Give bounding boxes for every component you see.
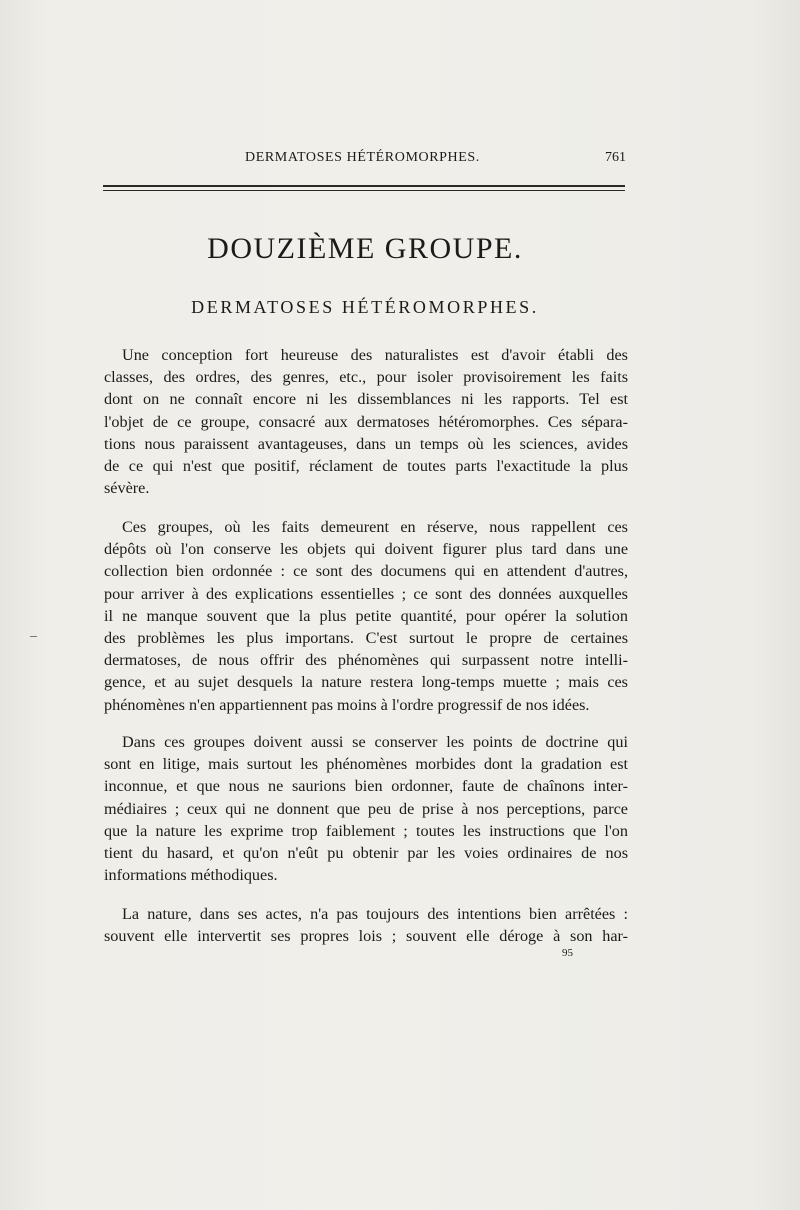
text-line: Dans ces groupes doivent aussi se conserver les points de doctrine qui	[122, 733, 628, 751]
text-line: tions nous paraissent avantageuses, dans un temps où les sciences, avides	[104, 434, 628, 453]
text-line: médiaires ; ceux qui ne donnent que peu de prise à nos perceptions, parce	[104, 799, 628, 818]
group-title: DOUZIÈME GROUPE.	[207, 232, 523, 265]
text-line: sévère.	[104, 479, 150, 498]
header-rule-thin	[103, 190, 625, 191]
text-line: Ces groupes, où les faits demeurent en réserve, nous rappellent ces	[122, 518, 628, 536]
paragraph-1	[104, 344, 628, 499]
header-rule-thick	[103, 185, 625, 187]
text-line: sont en litige, mais surtout les phénomènes morbides dont la gradation est	[104, 755, 628, 774]
text-line: de ce qui n'est que positif, réclament de toutes parts l'exactitude la plus	[104, 457, 628, 476]
margin-mark	[30, 636, 37, 637]
text-line: La nature, dans ses actes, n'a pas toujours des intentions bien arrêtées :	[122, 905, 628, 923]
section-subtitle: DERMATOSES HÉTÉROMORPHES.	[191, 297, 539, 317]
text-line: collection bien ordonnée : ce sont des documens qui en attendent d'autres,	[104, 562, 628, 581]
text-line: classes, des ordres, des genres, etc., pour isoler provisoirement les faits	[104, 368, 628, 387]
text-line: dépôts où l'on conserve les objets qui doivent figurer plus tard dans une	[104, 540, 628, 559]
text-line: il ne manque souvent que la plus petite quantité, pour opérer la solution	[104, 606, 628, 625]
text-line: dont on ne connaît encore ni les dissemblances ni les rapports. Tel est	[104, 390, 628, 409]
text-line: gence, et au sujet desquels la nature restera long-temps muette ; mais ces	[104, 673, 628, 692]
paragraph-2	[104, 516, 628, 716]
text-line: informations méthodiques.	[104, 866, 278, 885]
page-number: 761	[605, 150, 626, 165]
text-line: que la nature les exprime trop faiblement ; toutes les instructions que l'on	[104, 821, 628, 840]
paragraph-4	[104, 903, 628, 947]
text-line: tient du hasard, et qu'on n'eût pu obtenir par les voies ordinaires de nos	[104, 844, 628, 863]
text-line: souvent elle intervertit ses propres lois ; souvent elle déroge à son har-	[104, 927, 628, 946]
text-line: Une conception fort heureuse des naturalistes est d'avoir établi des	[122, 346, 628, 364]
text-line: dermatoses, de nous offrir des phénomènes qui surpassent notre intelli-	[104, 651, 628, 670]
running-head	[100, 150, 630, 170]
text-line: phénomènes n'en appartiennent pas moins à l'ordre progressif de nos idées.	[104, 695, 590, 714]
text-line: inconnue, et que nous ne saurions bien ordonner, faute de chaînons inter-	[104, 777, 628, 796]
signature-mark: 95	[562, 947, 573, 959]
text-line: l'objet de ce groupe, consacré aux dermatoses hétéromorphes. Ces sépara-	[104, 412, 628, 431]
text-line: pour arriver à des explications essentielles ; ce sont des données auxquelles	[104, 584, 628, 603]
paragraph-3	[104, 731, 628, 886]
text-line: des problèmes les plus importans. C'est surtout le propre de certaines	[104, 629, 628, 648]
running-title: DERMATOSES HÉTÉROMORPHES.	[245, 150, 480, 165]
